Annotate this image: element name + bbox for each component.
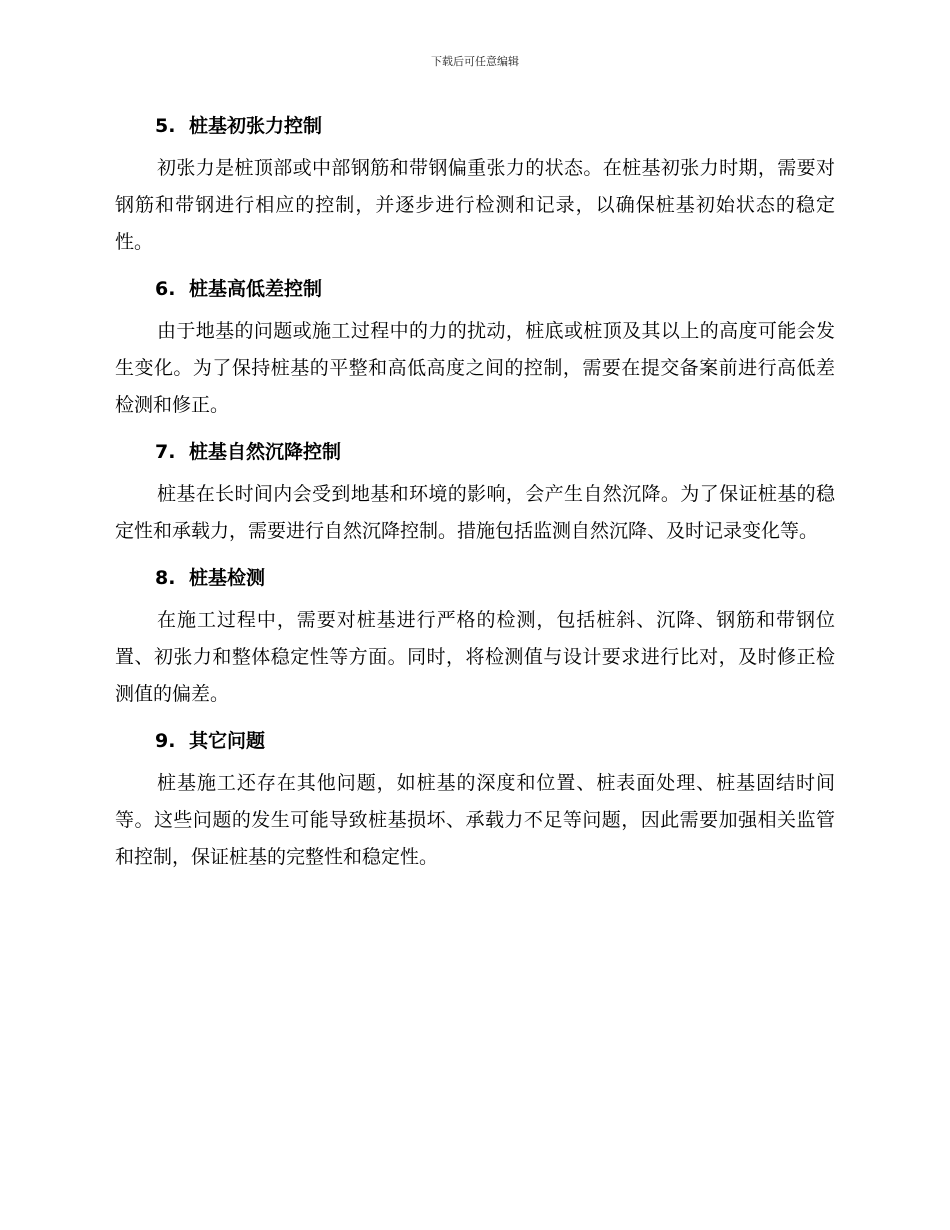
section-8 [115, 562, 835, 713]
document-body [115, 110, 835, 876]
section-number: 7. [155, 441, 176, 463]
section-heading [115, 436, 835, 468]
section-title: 桩基高低差控制 [189, 278, 323, 300]
section-paragraph: 初张力是桩顶部或中部钢筋和带钢偏重张力的状态。在桩基初张力时期，需要对钢筋和带钢进行相应的控制，并逐步进行检测和记录，以确保桩基初始状态的稳定性。 [115, 157, 835, 253]
section-paragraph: 在施工过程中，需要对桩基进行严格的检测，包括桩斜、沉降、钢筋和带钢位置、初张力和整体稳定性等方面。同时，将检测值与设计要求进行比对，及时修正检测值的偏差。 [115, 609, 835, 705]
section-number: 6. [155, 278, 176, 300]
section-heading [115, 562, 835, 594]
section-paragraph: 由于地基的问题或施工过程中的力的扰动，桩底或桩顶及其以上的高度可能会发生变化。为了保持桩基的平整和高低高度之间的控制，需要在提交备案前进行高低差检测和修正。 [115, 320, 835, 416]
running-header: 下载后可任意编辑 [431, 55, 519, 68]
section-title: 桩基检测 [189, 567, 266, 589]
section-number: 5. [155, 115, 176, 137]
section-title: 桩基自然沉降控制 [189, 441, 342, 463]
section-heading [115, 725, 835, 757]
section-heading [115, 110, 835, 142]
section-title: 其它问题 [189, 730, 266, 752]
section-number: 9. [155, 730, 176, 752]
section-6 [115, 273, 835, 424]
section-heading [115, 273, 835, 305]
section-title: 桩基初张力控制 [189, 115, 323, 137]
section-5 [115, 110, 835, 261]
section-number: 8. [155, 567, 176, 589]
section-paragraph: 桩基施工还存在其他问题，如桩基的深度和位置、桩表面处理、桩基固结时间等。这些问题的发生可能导致桩基损坏、承载力不足等问题，因此需要加强相关监管和控制，保证桩基的完整性和稳定性。 [115, 772, 835, 868]
section-7 [115, 436, 835, 550]
section-paragraph: 桩基在长时间内会受到地基和环境的影响，会产生自然沉降。为了保证桩基的稳定性和承载力，需要进行自然沉降控制。措施包括监测自然沉降、及时记录变化等。 [115, 483, 835, 542]
section-9 [115, 725, 835, 876]
